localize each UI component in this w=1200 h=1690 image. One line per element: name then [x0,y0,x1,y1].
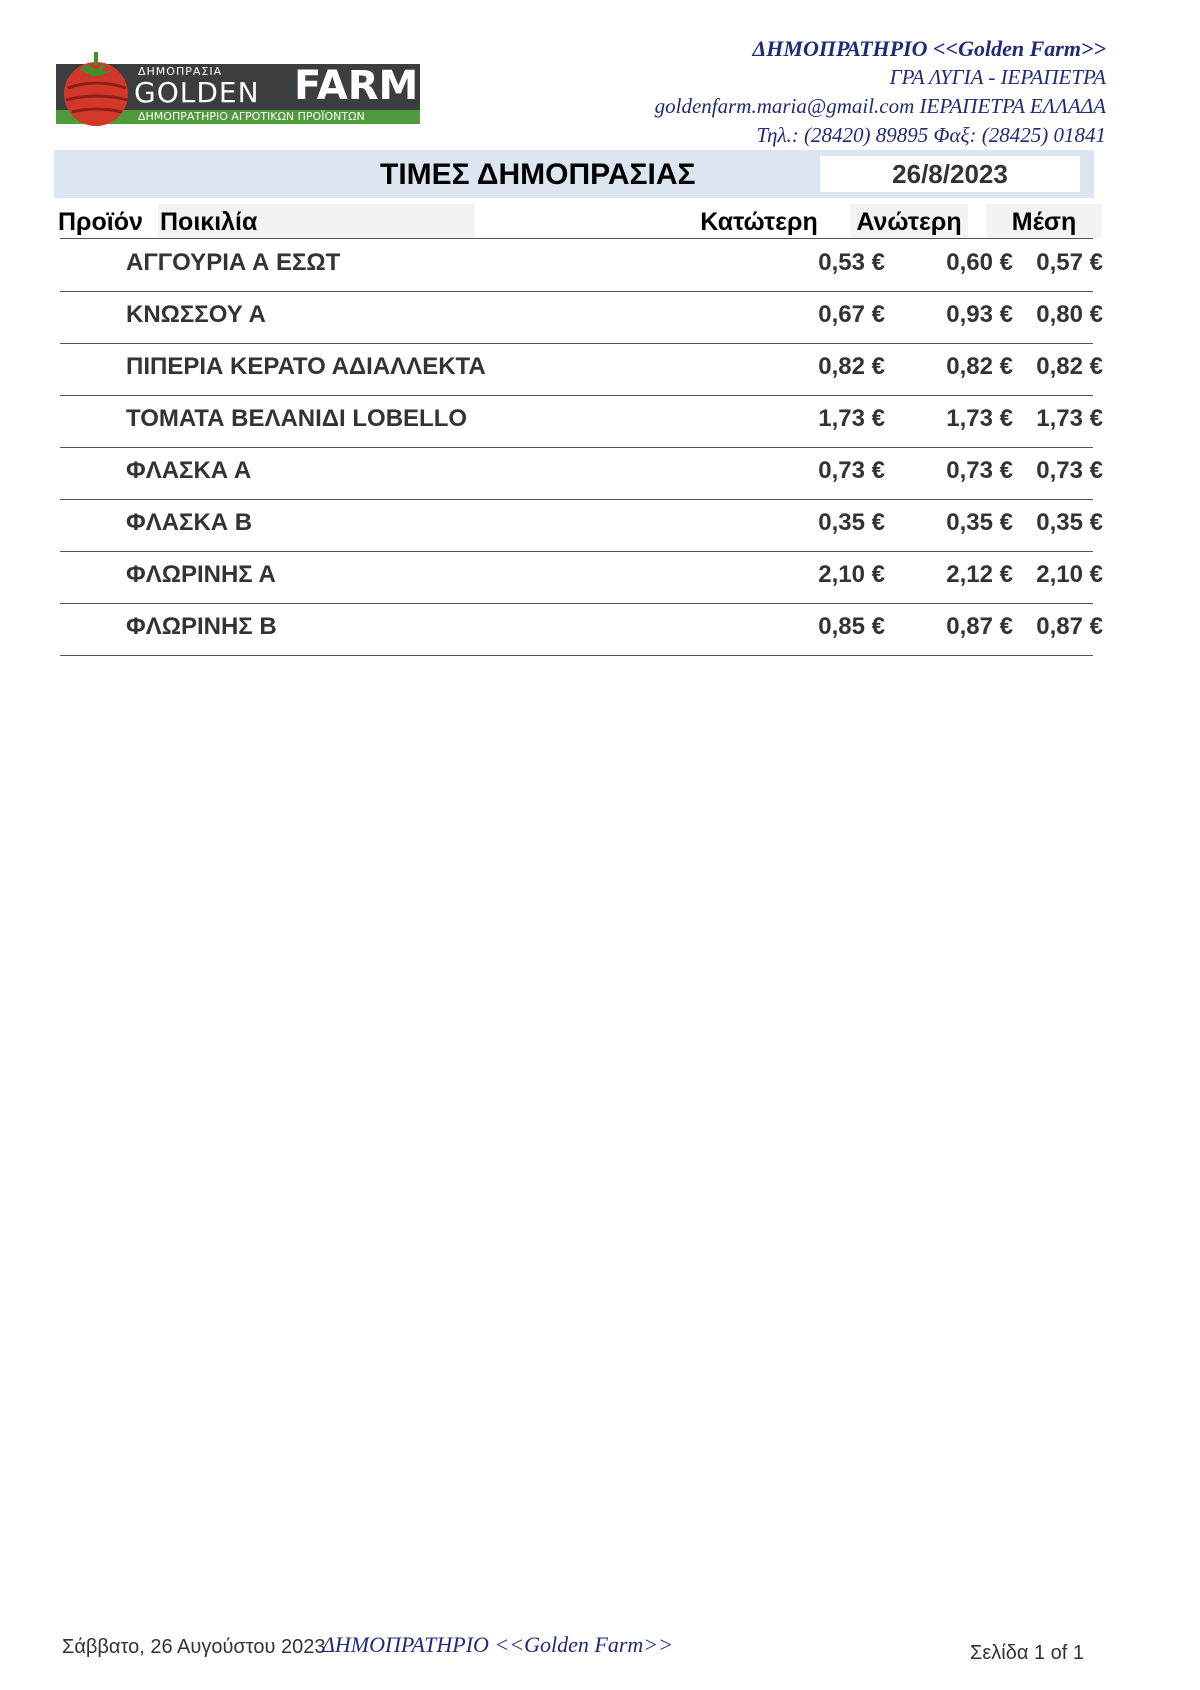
report-date: 26/8/2023 [820,156,1080,192]
row-name: ΦΛΑΣΚΑ Β [126,509,253,536]
logo-brand-right: FARM [294,63,419,109]
header-divider [60,238,1093,239]
company-location: ΓΡΑ ΛΥΓΙΑ - ΙΕΡΑΠΕΤΡΑ [889,65,1106,89]
row-avg: 0,73 € [1036,457,1103,484]
row-avg: 0,35 € [1036,509,1103,536]
row-avg: 2,10 € [1036,561,1103,588]
table-row [60,292,1103,344]
row-avg: 0,80 € [1036,301,1103,328]
row-low: 0,35 € [818,509,885,536]
row-high: 0,73 € [946,457,1013,484]
row-high: 0,82 € [946,353,1013,380]
footer-date: Σάββατο, 26 Αυγούστου 2023 [62,1636,326,1658]
column-header-avg: Μέση [986,204,1102,238]
row-low: 1,73 € [818,405,885,432]
logo-small-label: ΔΗΜΟΠΡΑΣΙΑ [138,65,223,78]
row-name: ΤΟΜΑΤΑ ΒΕΛΑΝΙΔΙ LOBELLO [126,405,468,432]
row-high: 0,93 € [946,301,1013,328]
row-avg: 0,57 € [1036,249,1103,276]
row-high: 2,12 € [946,561,1013,588]
row-high: 0,35 € [946,509,1013,536]
tomato-icon [54,48,140,128]
table-row [60,240,1103,292]
row-avg: 0,87 € [1036,613,1103,640]
row-low: 0,53 € [818,249,885,276]
company-phone: Τηλ.: (28420) 89895 Φαξ: (28425) 01841 [756,123,1106,147]
report-title: ΤΙΜΕΣ ΔΗΜΟΠΡΑΣΙΑΣ [380,158,696,191]
price-table [60,240,1103,656]
row-name: ΠΙΠΕΡΙΑ ΚΕΡΑΤΟ ΑΔΙΑΛΛΕΚΤΑ [126,353,486,380]
table-row [60,552,1103,604]
column-header-product: Προϊόν [58,208,143,236]
footer-page-number: Σελίδα 1 of 1 [969,1642,1084,1664]
row-high: 0,87 € [946,613,1013,640]
row-avg: 0,82 € [1036,353,1103,380]
column-header-variety: Ποικιλία [158,204,475,238]
column-header-low: Κατώτερη [700,208,818,236]
table-row [60,500,1103,552]
row-low: 0,85 € [818,613,885,640]
row-high: 0,60 € [946,249,1013,276]
logo-tagline: ΔΗΜΟΠΡΑΤΗΡΙΟ ΑΓΡΟΤΙΚΩΝ ΠΡΟΪΟΝΤΩΝ [138,110,365,123]
row-low: 0,73 € [818,457,885,484]
row-low: 0,67 € [818,301,885,328]
table-row [60,604,1103,656]
row-name: ΑΓΓΟΥΡΙΑ Α ΕΣΩΤ [126,249,341,276]
table-row [60,344,1103,396]
row-name: ΦΛΩΡΙΝΗΣ Β [126,613,277,640]
company-name: ΔΗΜΟΠΡΑΤΗΡΙΟ <<Golden Farm>> [752,36,1106,61]
row-avg: 1,73 € [1036,405,1103,432]
footer-company: ΔΗΜΟΠΡΑΤΗΡΙΟ <<Golden Farm>> [322,1632,673,1657]
row-low: 0,82 € [818,353,885,380]
table-row [60,448,1103,500]
row-low: 2,10 € [818,561,885,588]
table-row [60,396,1103,448]
company-logo [52,46,422,128]
company-header [655,34,1106,150]
row-name: ΦΛΑΣΚΑ Α [126,457,252,484]
row-high: 1,73 € [946,405,1013,432]
logo-brand-left: GOLDEN [134,76,260,109]
row-name: ΦΛΩΡΙΝΗΣ Α [126,561,276,588]
column-header-high: Ανώτερη [850,204,968,238]
company-email: goldenfarm.maria@gmail.com ΙΕΡΑΠΕΤΡΑ ΕΛΛΑΔΑ [654,94,1106,118]
row-name: ΚΝΩΣΣΟΥ Α [126,301,266,328]
